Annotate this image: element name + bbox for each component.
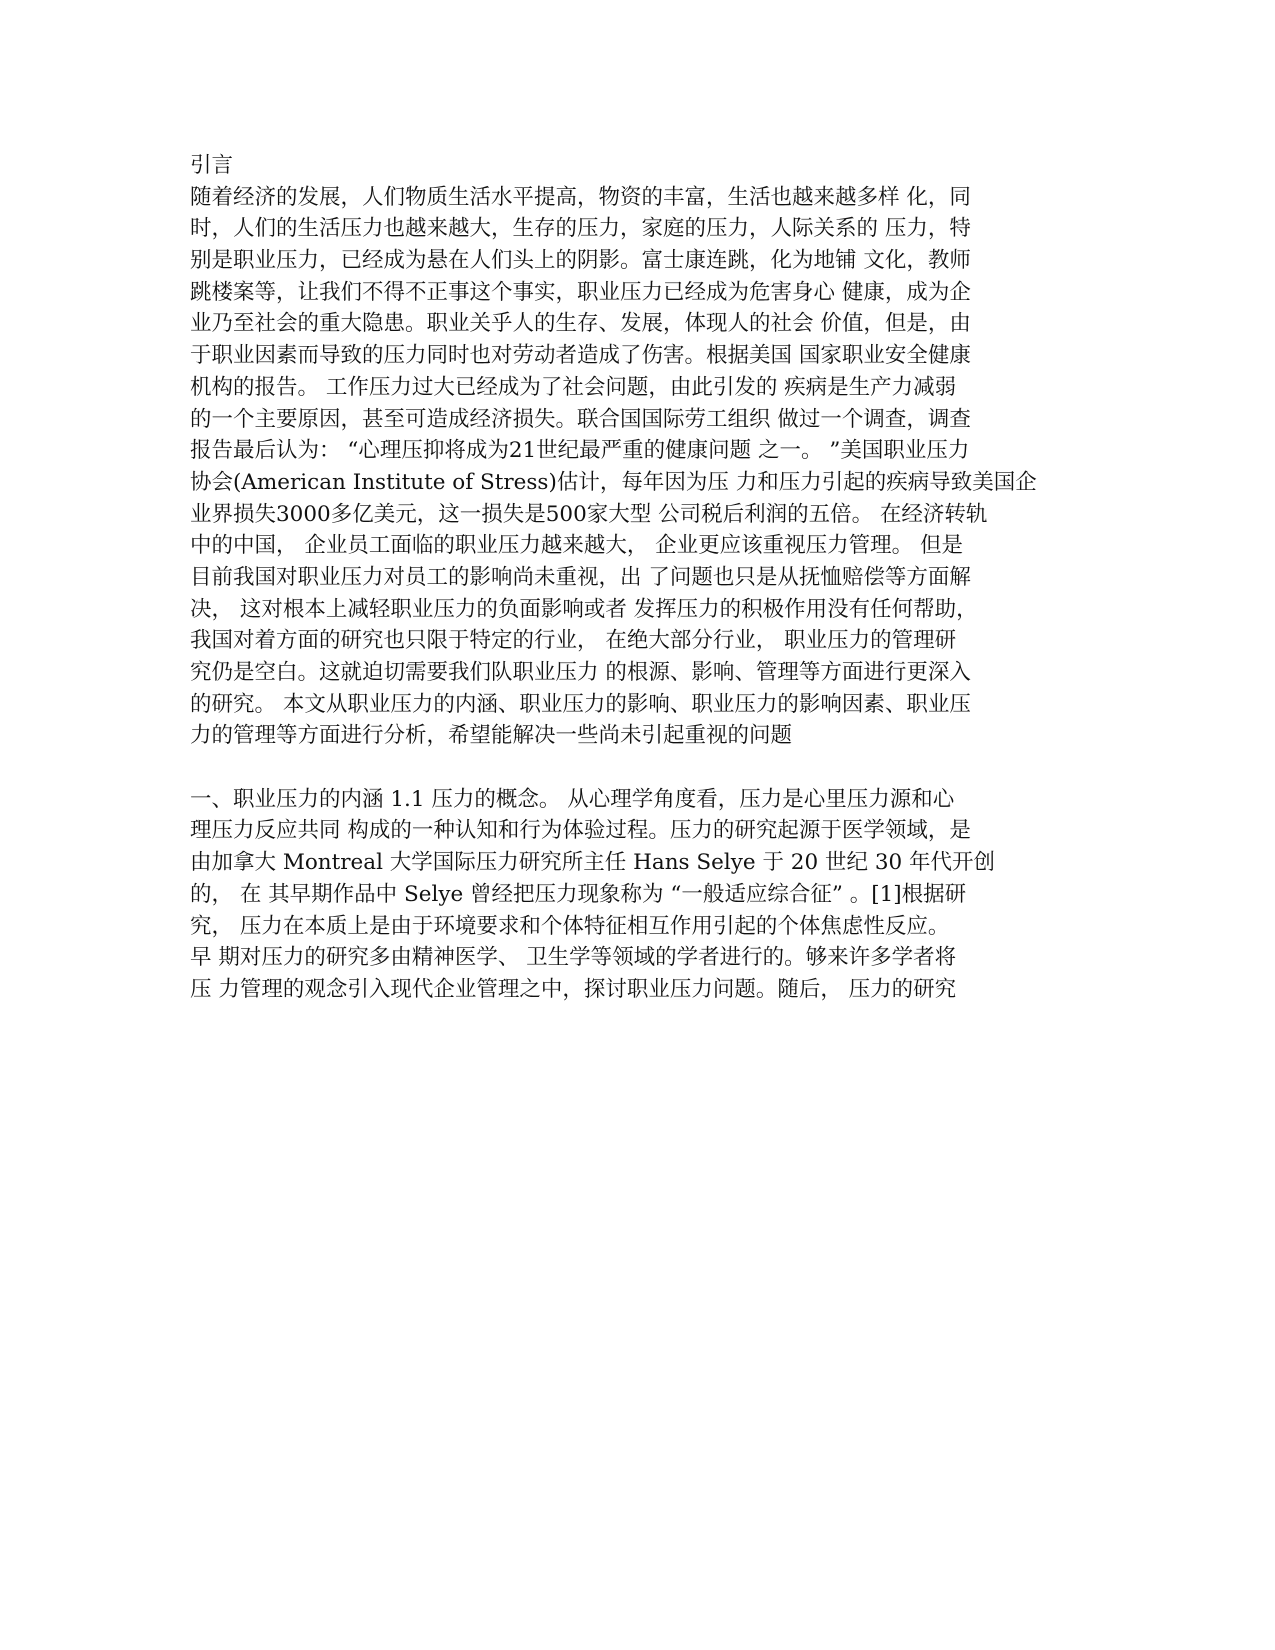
document-body	[190, 150, 1090, 1006]
section-line: 压 力管理的观念引入现代企业管理之中，探讨职业压力问题。随后， 压力的研究	[190, 976, 957, 1002]
section-line: 究， 压力在本质上是由于环境要求和个体特征相互作用引起的个体焦虑性反应。	[190, 913, 950, 939]
intro-line: 的研究。 本文从职业压力的内涵、职业压力的影响、职业压力的影响因素、职业压	[190, 691, 971, 717]
section-line: 由加拿大 Montreal 大学国际压力研究所主任 Hans Selye 于 20 世纪 30 年代开创	[190, 850, 996, 876]
intro-line: 报告最后认为： “心理压抑将成为21世纪最严重的健康问题 之一。 ”美国职业压力	[190, 438, 970, 464]
intro-line: 究仍是空白。这就迫切需要我们队职业压力 的根源、影响、管理等方面进行更深入	[190, 660, 971, 685]
intro-line: 随着经济的发展，人们物质生活水平提高，物资的丰富，生活也越来越多样 化，同	[190, 184, 971, 210]
intro-line: 时，人们的生活压力也越来越大，生存的压力，家庭的压力，人际关系的 压力，特	[190, 216, 971, 242]
section-line: 理压力反应共同 构成的一种认知和行为体验过程。压力的研究起源于医学领域，是	[190, 818, 971, 844]
document-heading: 引言	[190, 153, 234, 178]
intro-paragraph	[190, 182, 1090, 752]
intro-line: 机构的报告。 工作压力过大已经成为了社会问题，由此引发的 疾病是生产力减弱	[190, 374, 957, 400]
intro-line: 目前我国对职业压力对员工的影响尚未重视，出 了问题也只是从抚恤赔偿等方面解	[190, 564, 971, 590]
intro-line: 协会(American Institute of Stress)估计，每年因为压 力和压力引起的疾病导致美国企	[190, 469, 1037, 495]
intro-line: 业乃至社会的重大隐患。职业关乎人的生存、发展，体现人的社会 价值，但是，由	[190, 311, 971, 337]
section-line: 早 期对压力的研究多由精神医学、 卫生学等领域的学者进行的。够来许多学者将	[190, 945, 957, 971]
section-line: 一、职业压力的内涵 1.1 压力的概念。 从心理学角度看，压力是心里压力源和心	[190, 786, 955, 812]
intro-line: 业界损失3000多亿美元，这一损失是500家大型 公司税后利润的五倍。 在经济转轨	[190, 501, 988, 527]
intro-line: 别是职业压力，已经成为悬在人们头上的阴影。富士康连跳，化为地铺 文化，教师	[190, 248, 971, 274]
intro-line: 中的中国， 企业员工面临的职业压力越来越大， 企业更应该重视压力管理。 但是	[190, 533, 964, 559]
intro-line: 于职业因素而导致的压力同时也对劳动者造成了伤害。根据美国 国家职业安全健康	[190, 343, 971, 369]
intro-line: 的一个主要原因，甚至可造成经济损失。联合国国际劳工组织 做过一个调查，调查	[190, 406, 971, 432]
intro-line: 我国对着方面的研究也只限于特定的行业， 在绝大部分行业， 职业压力的管理研	[190, 628, 957, 654]
section-line: 的， 在 其早期作品中 Selye 曾经把压力现象称为 “一般适应综合征” 。[1]根据研	[190, 881, 967, 907]
section-1-paragraph	[190, 784, 1090, 1006]
intro-line: 跳楼案等，让我们不得不正事这个事实，职业压力已经成为危害身心 健康，成为企	[190, 279, 971, 305]
paragraph-spacer	[190, 752, 1090, 784]
intro-line: 力的管理等方面进行分析，希望能解决一些尚未引起重视的问题	[190, 723, 793, 749]
intro-line: 决， 这对根本上减轻职业压力的负面影响或者 发挥压力的积极作用没有任何帮助，	[190, 596, 978, 622]
